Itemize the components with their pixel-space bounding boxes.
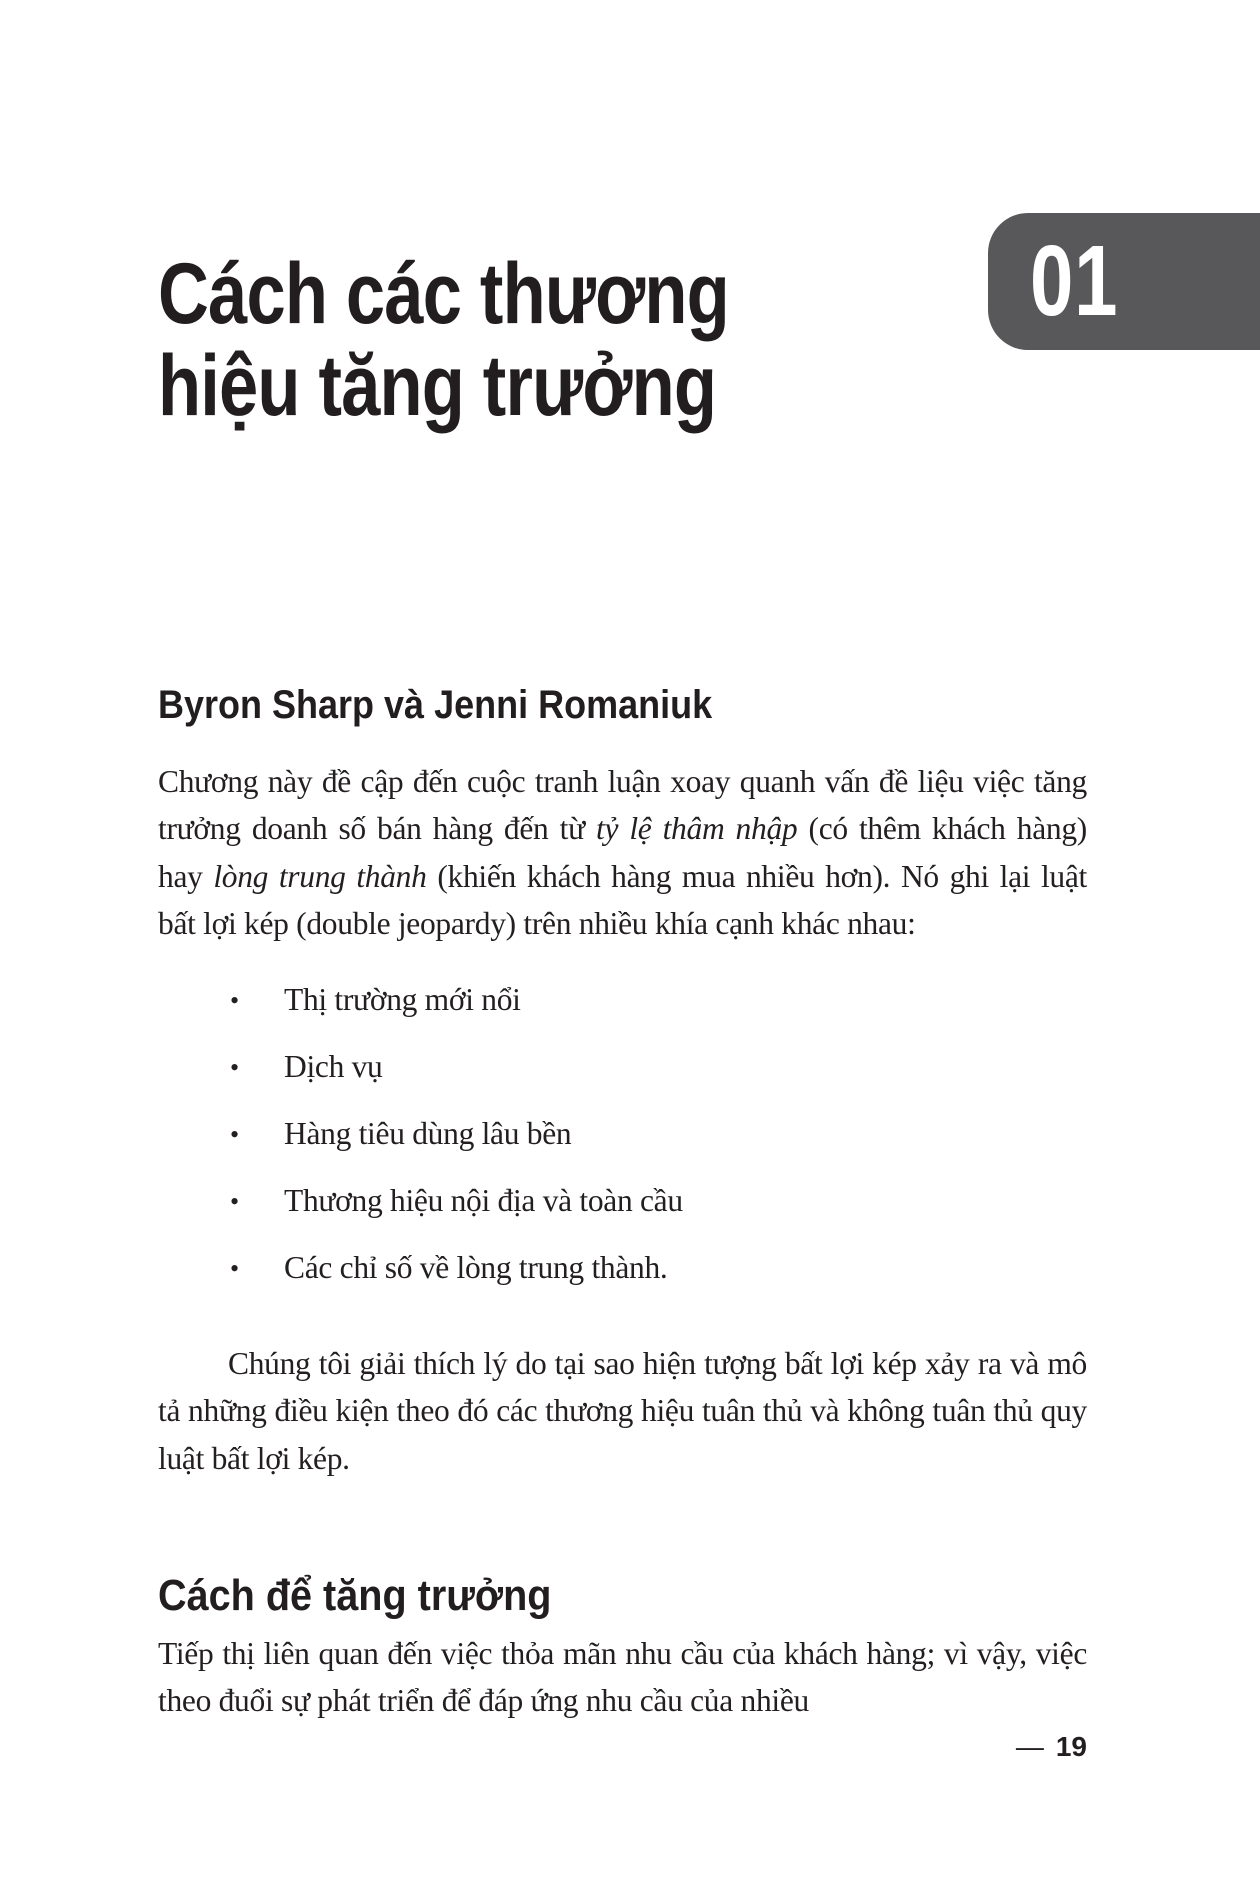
paragraph-marketing: Tiếp thị liên quan đến việc thỏa mãn nhu cầu của khách hàng; vì vậy, việc theo đuổi sự phát triển để đáp ứng nhu cầu của nhiều <box>158 1635 1087 1718</box>
authors-heading: Byron Sharp và Jenni Romaniuk <box>158 683 713 728</box>
section-heading: Cách để tăng trưởng <box>158 1571 552 1620</box>
jeopardy-list <box>158 976 1087 1311</box>
list-item: • Hàng tiêu dùng lâu bền <box>158 1110 1087 1158</box>
chapter-title-line-1: Cách các thương <box>158 245 729 342</box>
chapter-number: 01 <box>1030 225 1119 337</box>
intro-segment: (có thêm khách hàng) hay <box>158 811 1087 894</box>
paragraph-intro <box>158 758 1087 948</box>
paragraph-explain: Chúng tôi giải thích lý do tại sao hiện tượng bất lợi kép xảy ra và mô tả những điều kiện theo đó các thương hiệu tuân thủ và không tuân thủ quy luật bất lợi kép. <box>158 1345 1087 1476</box>
list-item: • Các chỉ số về lòng trung thành. <box>158 1244 1087 1292</box>
page-number-dash: — <box>1015 1731 1044 1762</box>
page-number-value: 19 <box>1055 1731 1087 1762</box>
intro-segment: (khiến khách hàng mua nhiều hơn). Nó ghi lại luật bất lợi kép (double jeopardy) trên nhiều khía cạnh khác nhau: <box>158 858 1088 941</box>
list-item: • Thị trường mới nổi <box>158 976 1087 1024</box>
intro-segment: Chương này đề cập đến cuộc tranh luận xoay quanh vấn đề liệu việc tăng trưởng doanh số bán hàng đến từ <box>158 763 1087 846</box>
chapter-title-line-2: hiệu tăng trưởng <box>158 337 717 434</box>
list-item: • Thương hiệu nội địa và toàn cầu <box>158 1177 1087 1225</box>
chapter-number-box <box>988 213 1260 350</box>
list-item: • Dịch vụ <box>158 1043 1087 1091</box>
intro-italic-segment: tỷ lệ thâm nhập <box>596 811 798 846</box>
chapter-title <box>158 245 729 434</box>
page-number <box>1016 1731 1087 1763</box>
intro-italic-segment: lòng trung thành <box>213 858 427 894</box>
